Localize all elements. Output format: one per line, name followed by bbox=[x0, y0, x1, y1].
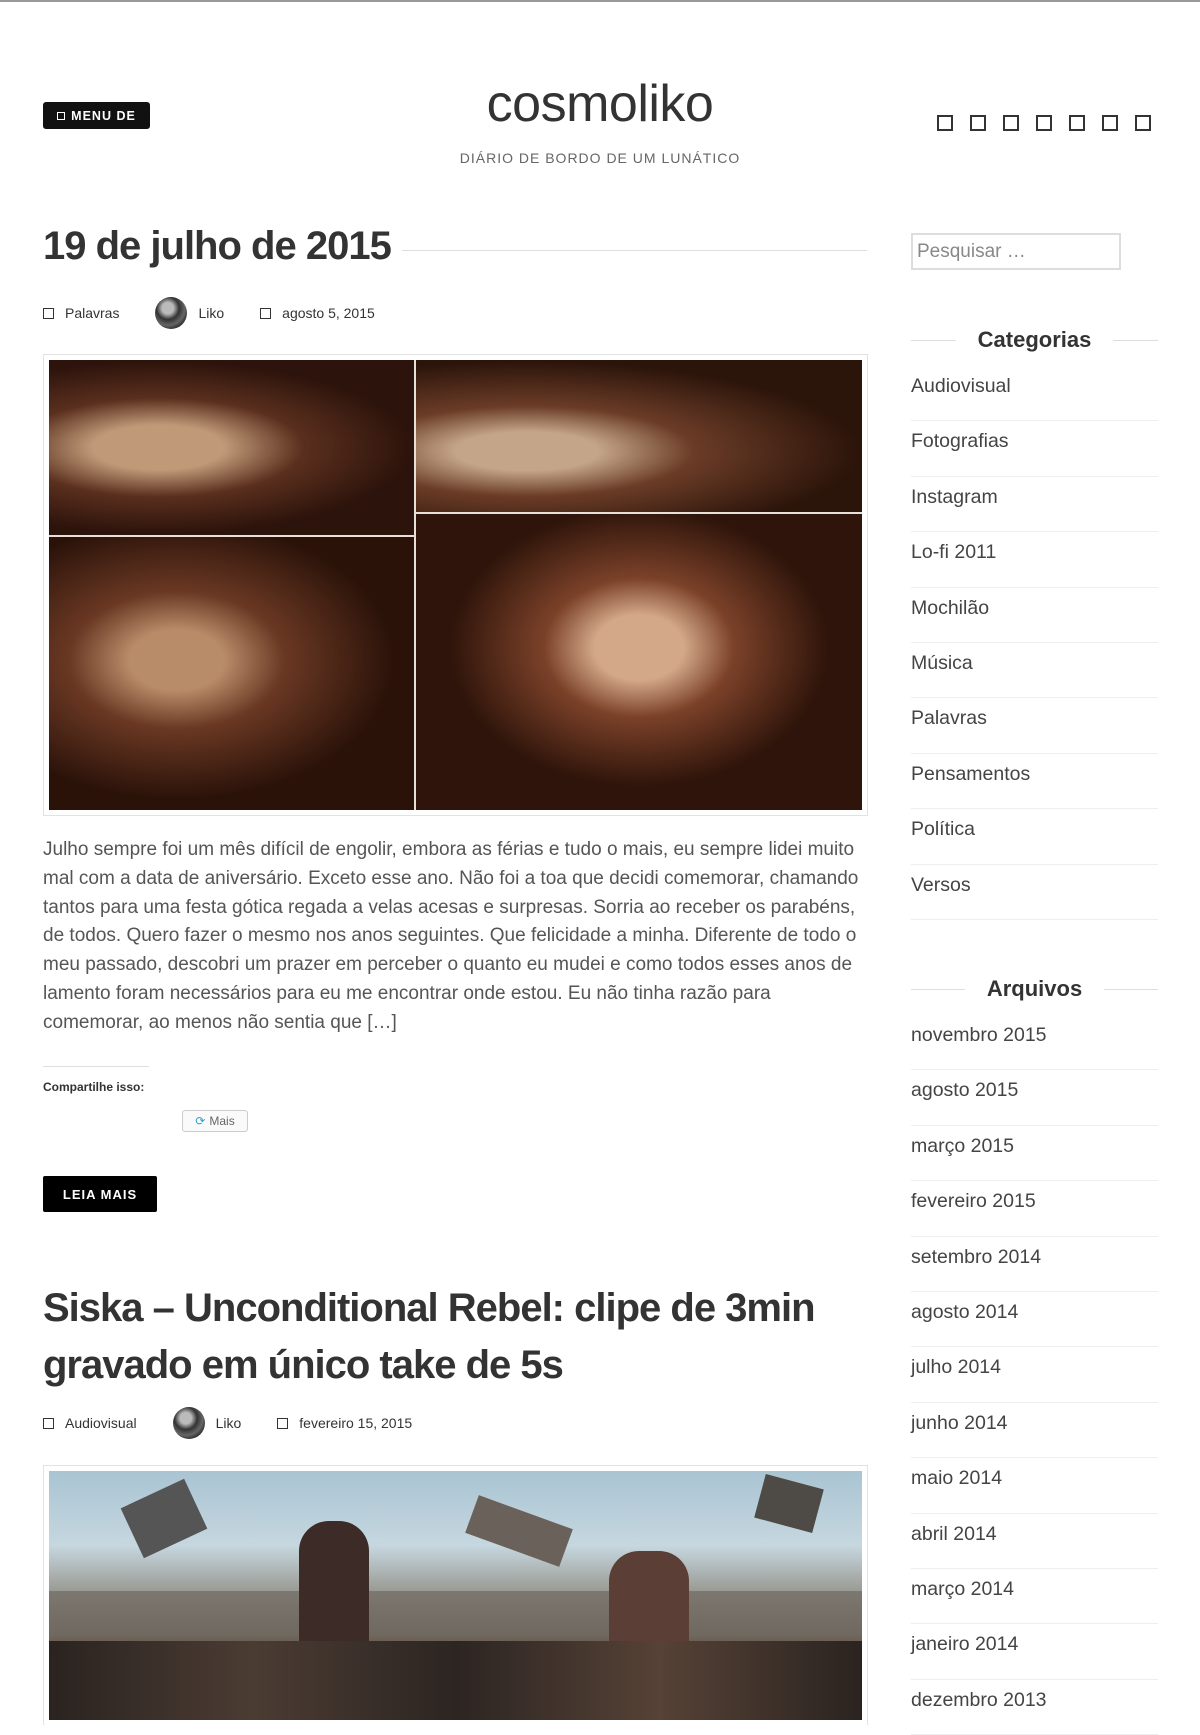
date-icon bbox=[277, 1418, 288, 1429]
archive-link[interactable]: julho 2014 bbox=[911, 1347, 1158, 1402]
date-icon bbox=[260, 308, 271, 319]
post-author-label: Liko bbox=[198, 305, 225, 321]
site-tagline: DIÁRIO DE BORDO DE UM LUNÁTICO bbox=[459, 150, 741, 166]
widget-title-rule-left bbox=[911, 989, 965, 990]
archive-link[interactable]: maio 2014 bbox=[911, 1458, 1158, 1513]
featured-image[interactable] bbox=[43, 354, 868, 816]
share-more-button[interactable] bbox=[182, 1110, 248, 1132]
category-link-pensamentos[interactable]: Pensamentos bbox=[911, 754, 1158, 809]
post-date-2-label: fevereiro 15, 2015 bbox=[299, 1415, 413, 1431]
share-more-label: Mais bbox=[209, 1114, 235, 1128]
archive-link[interactable]: março 2015 bbox=[911, 1126, 1158, 1181]
archive-link[interactable]: agosto 2015 bbox=[911, 1070, 1158, 1125]
categories-list bbox=[911, 366, 1158, 920]
category-link-mochilao[interactable]: Mochilão bbox=[911, 588, 1158, 643]
social-icon-1[interactable] bbox=[937, 115, 953, 131]
menu-button[interactable] bbox=[43, 102, 150, 129]
social-icon-3[interactable] bbox=[1003, 115, 1019, 131]
post-title-2-line1: Siska – Unconditional Rebel: clipe de 3min bbox=[43, 1286, 815, 1330]
avatar bbox=[173, 1407, 205, 1439]
post-category[interactable] bbox=[43, 305, 119, 321]
search-input[interactable] bbox=[911, 233, 1121, 270]
social-icon-7[interactable] bbox=[1135, 115, 1151, 131]
category-link-instagram[interactable]: Instagram bbox=[911, 477, 1158, 532]
archive-link[interactable]: janeiro 2014 bbox=[911, 1624, 1158, 1679]
social-links bbox=[937, 115, 1151, 131]
archive-link[interactable]: abril 2014 bbox=[911, 1514, 1158, 1569]
archives-list bbox=[911, 1015, 1158, 1735]
widget-title-rule-right bbox=[1104, 989, 1158, 990]
site-title[interactable]: cosmoliko bbox=[486, 75, 714, 133]
avatar bbox=[155, 297, 187, 329]
post-author[interactable] bbox=[155, 297, 224, 329]
archive-link[interactable]: dezembro 2013 bbox=[911, 1680, 1158, 1735]
post-category-label: Palavras bbox=[65, 305, 120, 321]
widget-title-rule-right bbox=[1113, 340, 1158, 341]
menu-icon bbox=[57, 112, 65, 120]
post-date-2[interactable] bbox=[277, 1415, 412, 1431]
post-excerpt: Julho sempre foi um mês difícil de engolir, embora as férias e tudo o mais, eu sempre lidei muito mal com a data de aniversário. Exceto esse ano. Não foi a toa que decidi comemorar, chamando tantos para uma festa gótica regada a velas acesas e surpresas. Sorria ao receber os parabéns, de todos. Quero fazer o mesmo nos anos seguintes. Que felicidade a minha. Diferente de todo o meu passado, descobri um prazer em perceber o quanto eu mudei e como todos esses anos de lamento foram necessários para eu me encontrar onde estou. Eu não tinha razão para comemorar, ao menos não sentia que […] bbox=[43, 839, 859, 1033]
categories-widget-title bbox=[911, 327, 1158, 353]
category-link-versos[interactable]: Versos bbox=[911, 865, 1158, 920]
post-meta-2 bbox=[43, 1407, 448, 1439]
social-icon-2[interactable] bbox=[970, 115, 986, 131]
category-link-palavras[interactable]: Palavras bbox=[911, 698, 1158, 753]
archive-link[interactable]: junho 2014 bbox=[911, 1403, 1158, 1458]
categories-title: Categorias bbox=[977, 327, 1092, 352]
post-meta bbox=[43, 297, 411, 329]
widget-title-rule-left bbox=[911, 340, 956, 341]
post-title[interactable]: 19 de julho de 2015 bbox=[43, 224, 391, 268]
post-title-2-line2: gravado em único take de 5s bbox=[43, 1343, 563, 1387]
post-category-2[interactable] bbox=[43, 1415, 137, 1431]
post-author-2-label: Liko bbox=[215, 1415, 242, 1431]
category-link-politica[interactable]: Política bbox=[911, 809, 1158, 864]
social-icon-4[interactable] bbox=[1036, 115, 1052, 131]
archive-link[interactable]: agosto 2014 bbox=[911, 1292, 1158, 1347]
post-date[interactable] bbox=[260, 305, 375, 321]
archives-widget-title bbox=[911, 976, 1158, 1002]
music-video-still-photo bbox=[49, 1471, 862, 1720]
share-label: Compartilhe isso: bbox=[43, 1080, 145, 1094]
post-date-label: agosto 5, 2015 bbox=[282, 305, 375, 321]
archive-link[interactable]: novembro 2015 bbox=[911, 1015, 1158, 1070]
archive-link[interactable]: setembro 2014 bbox=[911, 1237, 1158, 1292]
social-icon-5[interactable] bbox=[1069, 115, 1085, 131]
category-link-musica[interactable]: Música bbox=[911, 643, 1158, 698]
category-link-fotografias[interactable]: Fotografias bbox=[911, 421, 1158, 476]
category-icon bbox=[43, 1418, 54, 1429]
category-icon bbox=[43, 308, 54, 319]
archive-link[interactable]: março 2014 bbox=[911, 1569, 1158, 1624]
post-category-2-label: Audiovisual bbox=[65, 1415, 137, 1431]
archives-title: Arquivos bbox=[986, 976, 1083, 1001]
social-icon-6[interactable] bbox=[1102, 115, 1118, 131]
archive-link[interactable]: fevereiro 2015 bbox=[911, 1181, 1158, 1236]
title-divider bbox=[402, 250, 867, 251]
share-icon: ⟳ bbox=[195, 1114, 206, 1128]
read-more-button[interactable]: LEIA MAIS bbox=[43, 1176, 157, 1212]
post-author-2[interactable] bbox=[173, 1407, 242, 1439]
share-divider bbox=[43, 1066, 149, 1067]
category-link-lofi-2011[interactable]: Lo-fi 2011 bbox=[911, 532, 1158, 587]
menu-button-label: MENU DE bbox=[71, 108, 136, 123]
category-link-audiovisual[interactable]: Audiovisual bbox=[911, 366, 1158, 421]
party-collage-photo bbox=[49, 360, 862, 810]
post-title-2[interactable] bbox=[43, 1280, 815, 1394]
featured-image-2[interactable] bbox=[43, 1465, 868, 1725]
